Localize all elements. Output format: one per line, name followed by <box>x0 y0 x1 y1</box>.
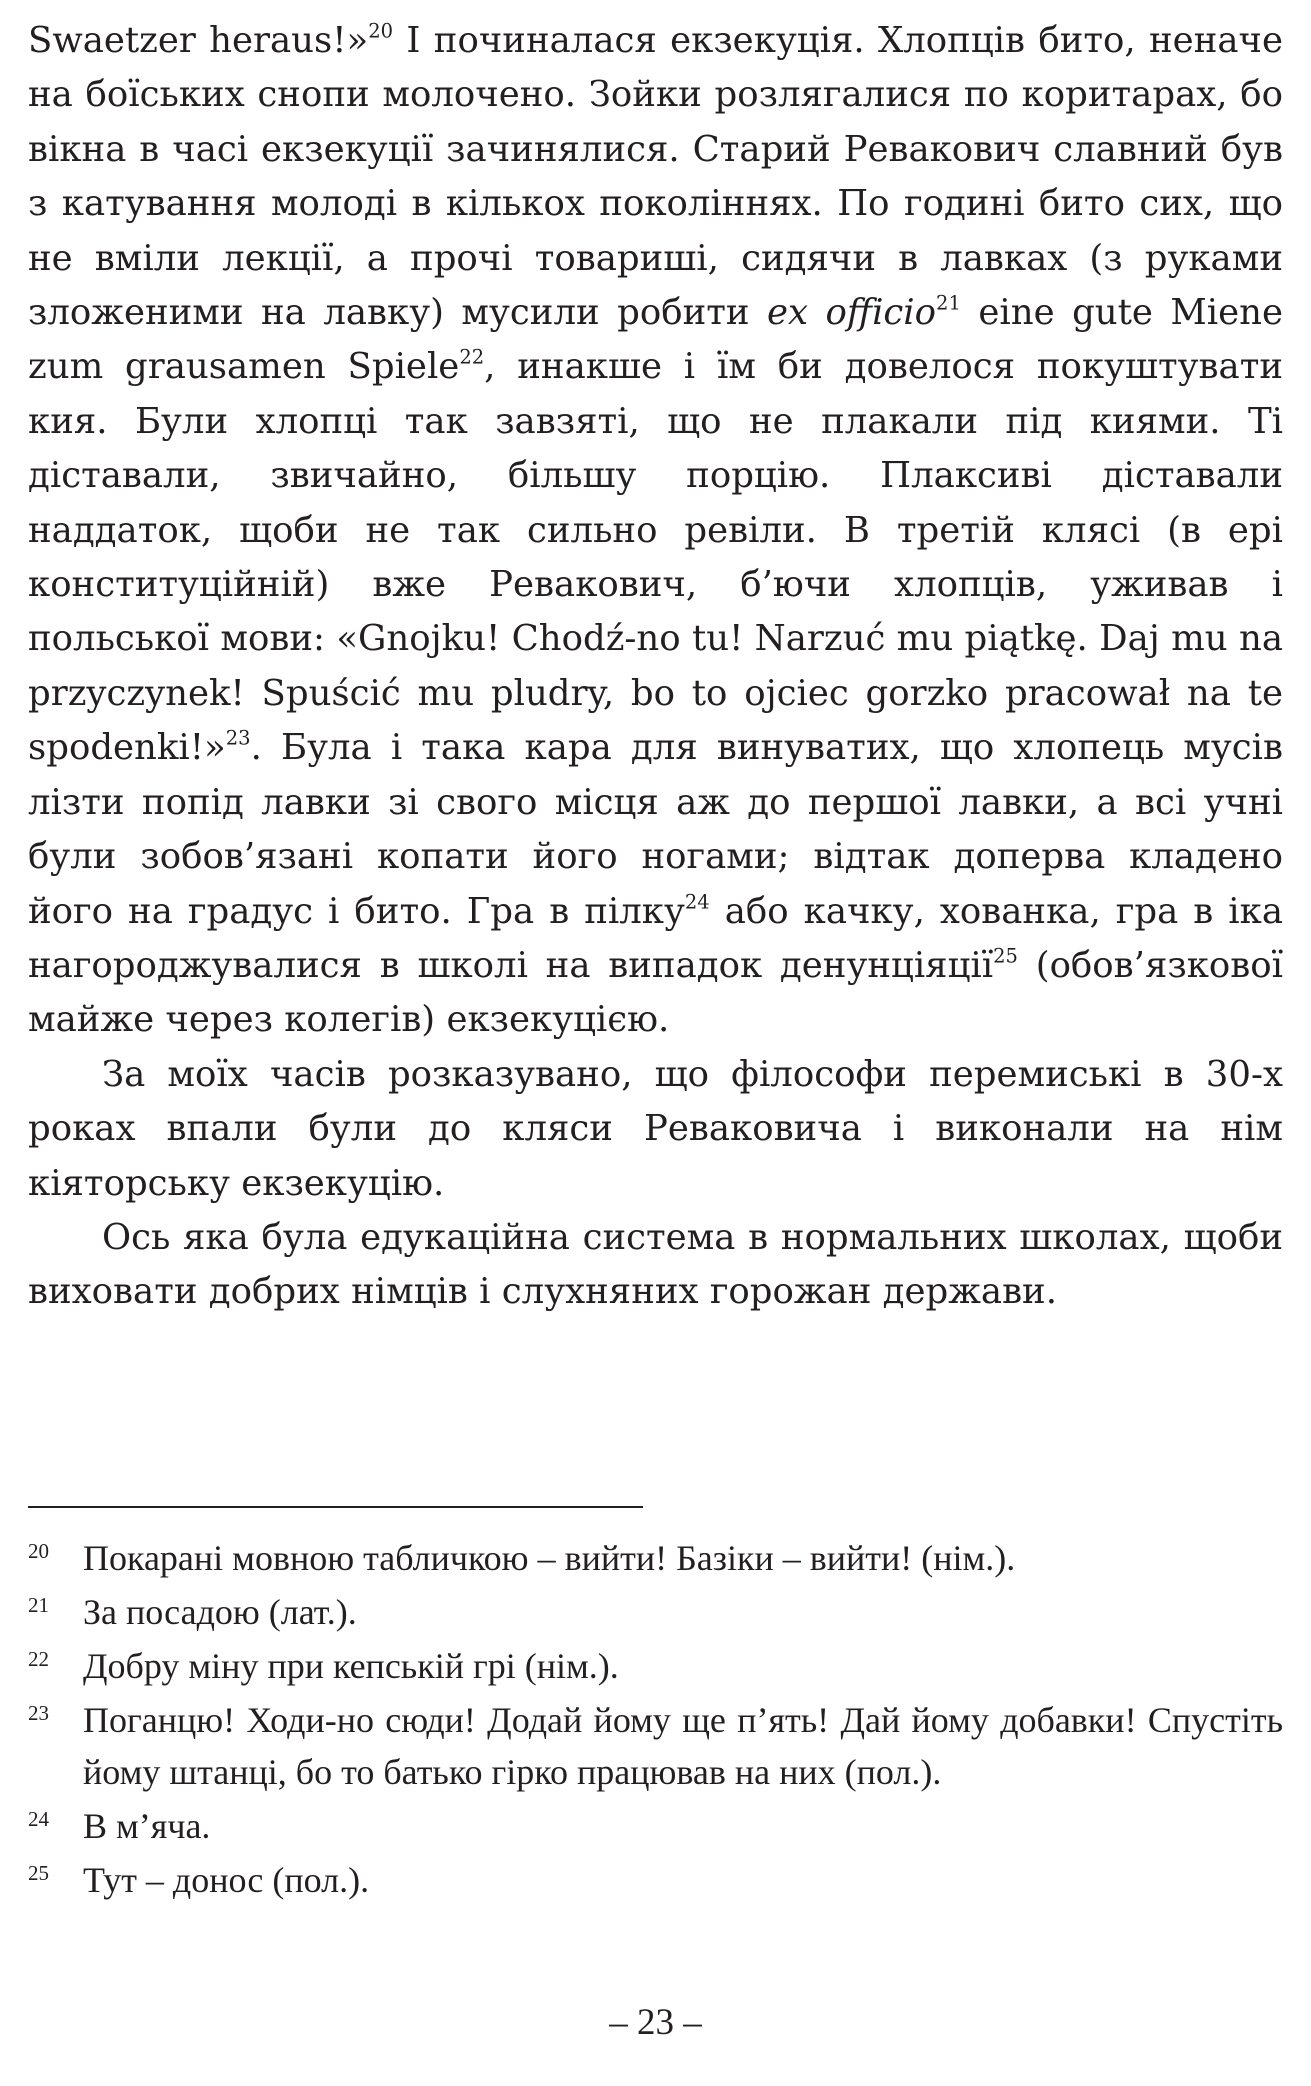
footnote-text: Поганцю! Ходи-но сюди! Додай йому ще п’ять! Дай йому добавки! Спустіть йому штанці, бо то батько гірко працював на них (пол.). <box>83 1700 1283 1792</box>
text-run: . Була і така кара для винуватих, що хлопець мусів лізти попід лавки зі свого місця аж до першої лавки, а всі учні були зобов’язані копати його ногами; відтак доперва кладено його на градус і бито. Гра в пілку <box>28 727 1283 932</box>
footnote-ref-25: 25 <box>993 944 1018 968</box>
footnote-text: За посадою (лат.). <box>83 1592 357 1632</box>
paragraph-3: Ось яка була едукаційна система в нормальних школах, щоби виховати добрих німців і слухняних горожан держави. <box>28 1216 1283 1313</box>
text-run: , инакше і їм би довелося покуштувати кия. Були хлопці так завзяті, що не плакали під киями. Ті діставали, звичайно, більшу порцію. Плаксиві діставали наддаток, щоби не так сильно ревіли. В третій клясі (в ері конституційній) вже Ревакович, б’ючи хлопців, уживав і польської мови: «Gnojku! Chodź-no tu! Narzuć mu piątkę. Daj mu na przyczynek! Spuścić mu pludry, bo to ojciec gorzko pracował na te spodenki!» <box>28 346 1283 769</box>
italic-phrase: ex officio <box>767 292 937 334</box>
footnotes <box>28 1532 1283 1908</box>
paragraph-1 <box>28 14 1283 1048</box>
footnote-20 <box>28 1532 1283 1584</box>
footnote-ref-22: 22 <box>459 345 485 369</box>
footnote-number: 21 <box>28 1593 49 1617</box>
footnote-separator <box>28 1506 643 1508</box>
footnote-text: Тут – донос (пол.). <box>83 1860 370 1900</box>
main-text <box>28 14 1283 1320</box>
footnote-24 <box>28 1800 1283 1852</box>
footnote-text: Покарані мовною табличкою – вийти! Базіки – вийти! (нім.). <box>83 1538 1016 1578</box>
text-run: (обов’язкової майже через колегів) екзекуцією. <box>28 944 1283 1041</box>
footnote-22 <box>28 1640 1283 1692</box>
footnote-ref-24: 24 <box>684 889 710 913</box>
paragraph-2: За моїх часів розказувано, що філософи перемиські в 30-х роках впали були до кляси Реваковича і виконали на нім кіяторську екзекуцію. <box>28 1053 1283 1204</box>
text-run: Swaetzer heraus!» <box>28 20 369 61</box>
footnote-text: Добру міну при кепській грі (нім.). <box>83 1646 619 1686</box>
text-run: eine gute Miene zum grausamen Spiele <box>28 292 1283 388</box>
footnote-number: 25 <box>28 1861 49 1885</box>
footnote-ref-20: 20 <box>368 19 394 43</box>
page-number: – 23 – <box>609 2002 702 2043</box>
footnote-ref-23: 23 <box>225 726 251 750</box>
text-run: І починалася екзекуція. Хлопців бито, неначе на боїських снопи молочено. Зойки розлягалися по коритарах, бо вікна в часі екзекуції зачинялися. Старий Ревакович славний був з катування молоді в кількох поколіннях. По годині бито сих, що не вміли лекції, а прочі товариші, сидячи в лавках (з руками зложеними на лавку) мусили робити <box>28 20 1283 334</box>
text-run: або качку, хованка, гра в іка нагороджувалися в школі на випадок денунціяції <box>28 890 1283 986</box>
footnote-ref-21: 21 <box>936 291 961 315</box>
footnote-number: 20 <box>28 1539 49 1563</box>
page-body <box>28 14 1283 1320</box>
footnote-text: В м’яча. <box>83 1806 211 1846</box>
footnote-number: 24 <box>28 1807 49 1831</box>
footnote-number: 22 <box>28 1647 49 1671</box>
footnote-25 <box>28 1854 1283 1906</box>
footnote-number: 23 <box>28 1701 49 1725</box>
footnote-21 <box>28 1586 1283 1638</box>
footnote-23 <box>28 1694 1283 1798</box>
